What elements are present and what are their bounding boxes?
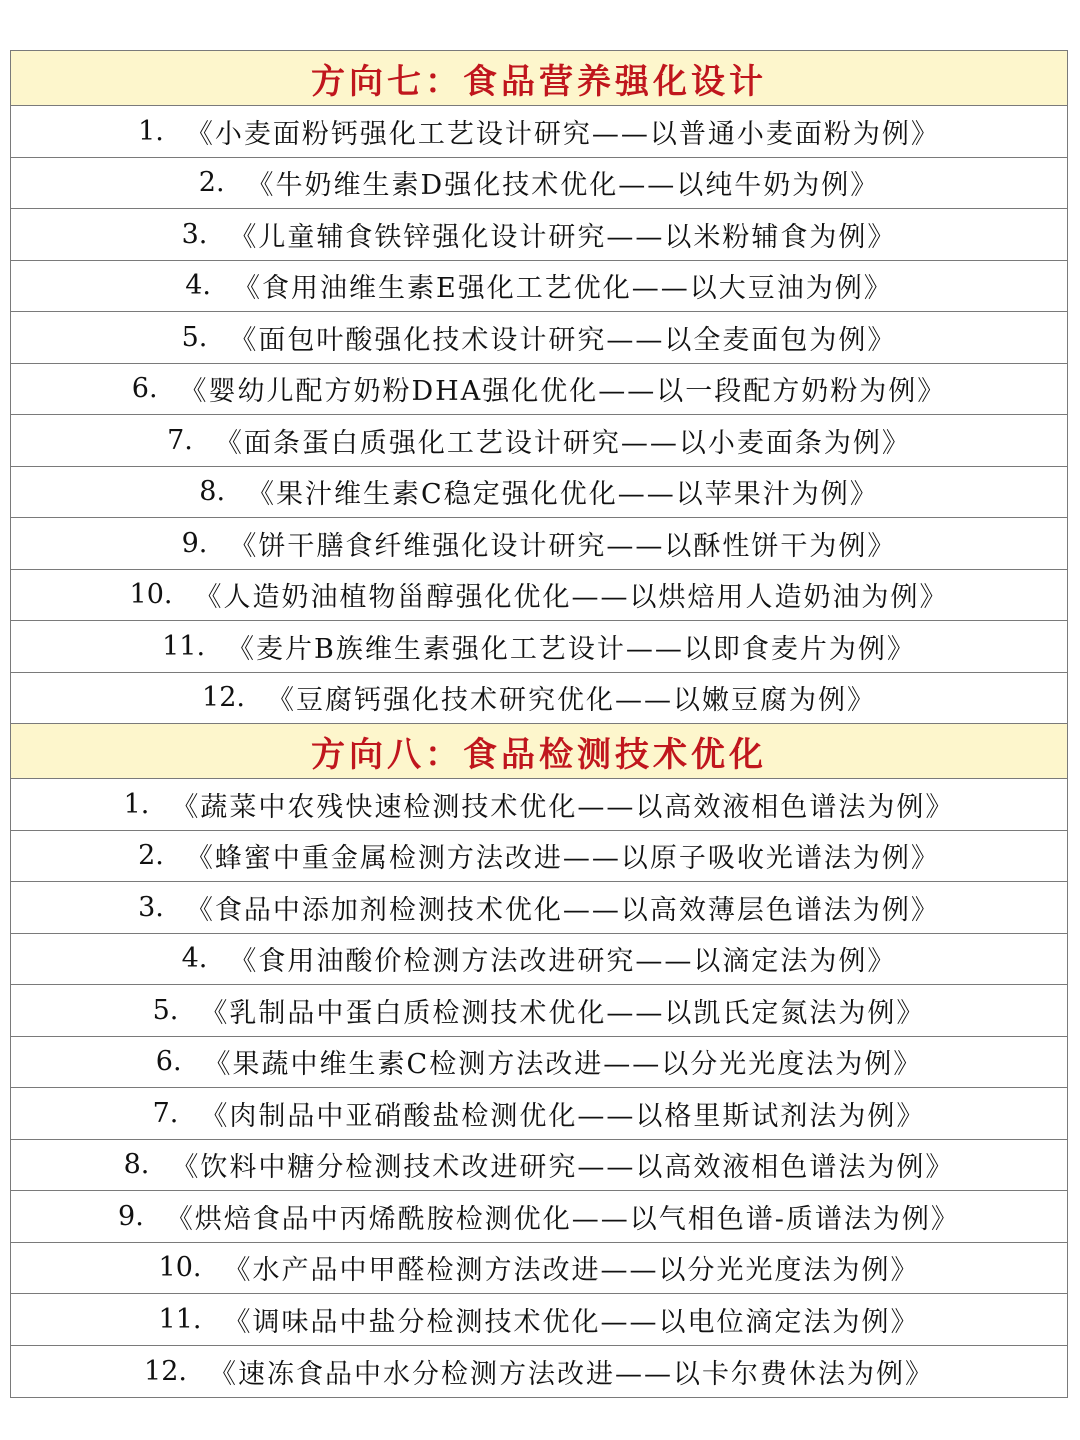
topic-title: 《食用油酸价检测方法改进研究——以滴定法为例》: [229, 946, 897, 978]
topic-number: 5.: [181, 321, 208, 353]
topic-row: [11, 158, 1067, 210]
topic-title: 《麦片B族维生素强化工艺设计——以即食麦片为例》: [227, 633, 916, 665]
topic-row: [11, 779, 1067, 831]
topic-title: 《水产品中甲醛检测方法改进——以分光光度法为例》: [223, 1255, 920, 1287]
topic-row: [11, 1346, 1067, 1398]
topic-number: 5.: [152, 994, 179, 1026]
topic-number: 6.: [131, 373, 158, 405]
topic-row: [11, 934, 1067, 986]
topic-row: [11, 261, 1067, 313]
topic-row: [11, 1140, 1067, 1192]
topic-row: [11, 1294, 1067, 1346]
topic-number: 11.: [158, 1303, 202, 1335]
topic-row: [11, 209, 1067, 261]
topic-title: 《烘焙食品中丙烯酰胺检测优化——以气相色谱-质谱法为例》: [165, 1203, 960, 1235]
topic-number: 9.: [118, 1200, 144, 1232]
topic-title: 《蔬菜中农残快速检测技术优化——以高效液相色谱法为例》: [171, 791, 955, 823]
topic-title: 《乳制品中蛋白质检测技术优化——以凯氏定氮法为例》: [200, 997, 926, 1029]
topic-title: 《肉制品中亚硝酸盐检测优化——以格里斯试剂法为例》: [200, 1100, 926, 1132]
section-header-eight: 方向八：食品检测技术优化: [11, 724, 1067, 779]
topic-number: 8.: [123, 1149, 150, 1181]
topic-row: [11, 985, 1067, 1037]
topic-row: [11, 1191, 1067, 1243]
topic-row: [11, 882, 1067, 934]
topic-title: 《面条蛋白质强化工艺设计研究——以小麦面条为例》: [214, 427, 911, 459]
topic-number: 10.: [129, 579, 173, 611]
topic-title: 《人造奶油植物甾醇强化优化——以烘焙用人造奶油为例》: [194, 582, 949, 614]
topic-title: 《儿童辅食铁锌强化设计研究——以米粉辅食为例》: [229, 221, 897, 253]
topic-row: [11, 831, 1067, 883]
topic-number: 3.: [181, 218, 208, 250]
topic-number: 8.: [199, 476, 226, 508]
topic-title: 《果汁维生素C稳定强化优化——以苹果汁为例》: [247, 479, 879, 511]
section-header-seven: 方向七：食品营养强化设计: [11, 51, 1067, 106]
topic-row: [11, 467, 1067, 519]
topic-number: 7.: [152, 1097, 179, 1129]
topic-number: 3.: [138, 891, 164, 923]
topic-number: 12.: [202, 682, 245, 714]
topic-row: [11, 570, 1067, 622]
topic-row: [11, 364, 1067, 416]
topic-number: 2.: [138, 840, 164, 872]
topic-number: 11.: [162, 630, 206, 662]
topic-row: [11, 518, 1067, 570]
topic-row: [11, 1037, 1067, 1089]
topic-table: [10, 50, 1068, 1398]
topic-number: 7.: [167, 424, 193, 456]
topic-number: 1.: [123, 788, 150, 820]
topic-number: 12.: [144, 1355, 187, 1387]
topic-title: 《饼干膳食纤维强化设计研究——以酥性饼干为例》: [229, 530, 897, 562]
topic-title: 《调味品中盐分检测技术优化——以电位滴定法为例》: [223, 1306, 920, 1338]
topic-title: 《食品中添加剂检测技术优化——以高效薄层色谱法为例》: [185, 894, 940, 926]
topic-row: [11, 1243, 1067, 1295]
topic-row: [11, 621, 1067, 673]
topic-number: 1.: [138, 115, 164, 147]
topic-title: 《婴幼儿配方奶粉DHA强化优化——以一段配方奶粉为例》: [179, 376, 947, 408]
topic-title: 《豆腐钙强化技术研究优化——以嫩豆腐为例》: [266, 685, 876, 717]
topic-number: 4.: [185, 270, 212, 302]
topic-number: 4.: [181, 943, 208, 975]
topic-title: 《牛奶维生素D强化技术优化——以纯牛奶为例》: [246, 170, 880, 202]
topic-row: [11, 415, 1067, 467]
topic-row: [11, 106, 1067, 158]
topic-title: 《速冻食品中水分检测方法改进——以卡尔费休法为例》: [208, 1358, 934, 1390]
topic-number: 2.: [198, 167, 225, 199]
topic-row: [11, 673, 1067, 725]
topic-row: [11, 312, 1067, 364]
topic-title: 《小麦面粉钙强化工艺设计研究——以普通小麦面粉为例》: [185, 118, 940, 150]
topic-title: 《饮料中糖分检测技术改进研究——以高效液相色谱法为例》: [171, 1152, 955, 1184]
topic-number: 9.: [181, 527, 208, 559]
topic-title: 《蜂蜜中重金属检测方法改进——以原子吸收光谱法为例》: [185, 843, 940, 875]
topic-number: 6.: [155, 1046, 182, 1078]
topic-title: 《面包叶酸强化技术设计研究——以全麦面包为例》: [229, 324, 897, 356]
topic-title: 《食用油维生素E强化工艺优化——以大豆油为例》: [233, 273, 893, 305]
topic-row: [11, 1088, 1067, 1140]
topic-number: 10.: [158, 1252, 202, 1284]
topic-title: 《果蔬中维生素C检测方法改进——以分光光度法为例》: [203, 1049, 923, 1081]
